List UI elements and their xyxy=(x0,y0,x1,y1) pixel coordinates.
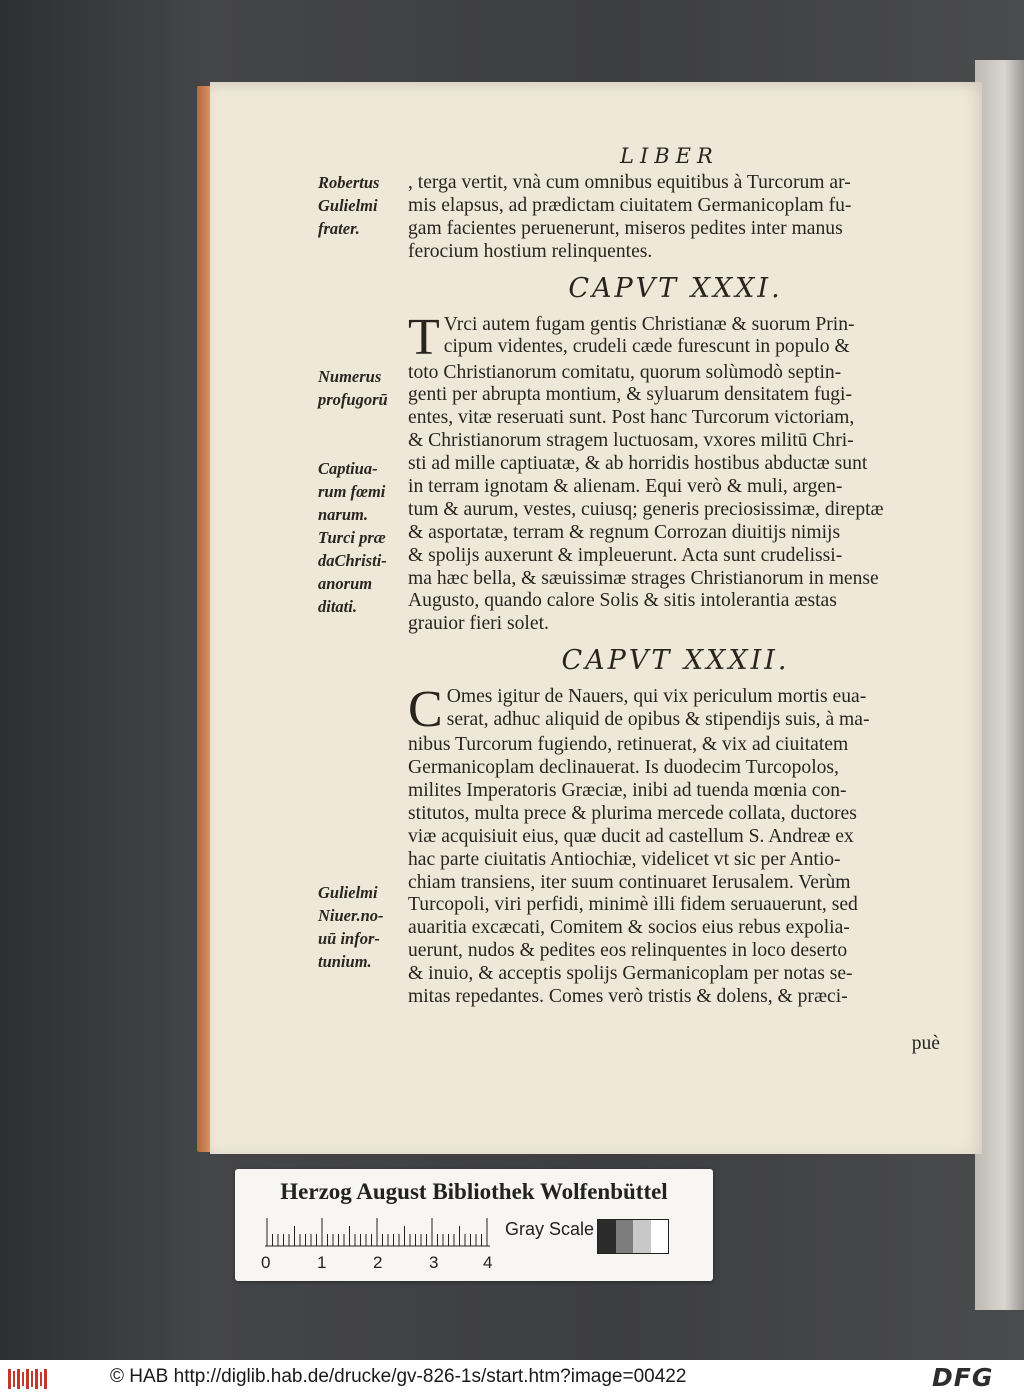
text-line: stitutos, multa prece & plurima mercede collata, ductores xyxy=(408,802,857,824)
gray-scale-swatches xyxy=(597,1219,669,1254)
text-line: Omes igitur de Nauers, qui vix periculum mortis eua- xyxy=(446,686,867,708)
gray-swatch xyxy=(616,1220,634,1253)
text-line: grauior fieri solet. xyxy=(408,613,549,635)
text-line: hac parte ciuitatis Antiochiæ, videlicet vt sic per Antio- xyxy=(408,848,841,870)
chapter-heading-31: CAPVT XXXI. xyxy=(568,272,783,304)
ruler-number: 1 xyxy=(317,1253,327,1272)
gray-swatch xyxy=(633,1220,651,1253)
facing-page-edge xyxy=(975,60,1024,1310)
text-line: Vrci autem fugam gentis Christianæ & suorum Prin- xyxy=(443,313,855,335)
text-line: Augusto, quando calore Solis & sitis intolerantia æstas xyxy=(408,590,837,612)
text-line: & Christianorum stragem luctuosam, vxores militū Chri- xyxy=(408,430,854,452)
ruler-number: 3 xyxy=(429,1253,439,1272)
text-line: viæ acquisiuit eius, quæ ducit ad castellum S. Andreæ ex xyxy=(408,825,854,847)
margin-note-robertus: Robertus Gulielmi frater. xyxy=(318,173,380,238)
text-line: toto Christianorum comitatu, quorum solùmodò septin- xyxy=(408,361,842,383)
text-line: & asportatæ, terram & regnum Corrozan diuitijs nimijs xyxy=(408,521,841,543)
text-line: sti ad mille captiuatæ, & ab horridis hostibus abductæ sunt xyxy=(408,453,868,475)
text-line: ferocium hostium relinquentes. xyxy=(408,240,653,262)
text-line: ma hæc bella, & sæuissimæ strages Christianorum in mense xyxy=(408,567,879,589)
margin-note-numerus: Numerus profugorū xyxy=(318,367,388,409)
ruler-number: 4 xyxy=(483,1253,493,1272)
text-line: mitas repedantes. Comes verò tristis & dolens, & præci- xyxy=(408,986,848,1008)
gray-swatch xyxy=(598,1220,616,1253)
text-line: mis elapsus, ad prædictam ciuitatem Germanicoplam fu- xyxy=(408,194,852,216)
ruler-numbers xyxy=(261,1253,501,1273)
text-line: Germanicoplam declinauerat. Is duodecim Turcopolos, xyxy=(408,757,839,779)
text-line: Turcopoli, viri perfidi, minimè illi fidem seruauerunt, sed xyxy=(408,894,858,916)
margin-note-turci: Turci præ daChristi- anorum ditati. xyxy=(318,528,387,616)
text-line: nibus Turcorum fugiendo, retinuerat, & vix ad ciuitatem xyxy=(408,734,849,756)
gray-swatch xyxy=(651,1220,669,1253)
chapter-heading-32: CAPVT XXXII. xyxy=(561,645,790,677)
ruler-number: 0 xyxy=(261,1253,271,1272)
library-title: Herzog August Bibliothek Wolfenbüttel xyxy=(280,1179,668,1204)
margin-note-gulielmi: Gulielmi Niuer.no- uū infor- tunium. xyxy=(318,883,384,971)
gray-scale-label: Gray Scale xyxy=(505,1219,595,1239)
ruler-scale xyxy=(265,1217,490,1247)
text-line: & spolijs auxerunt & impleuerunt. Acta sunt crudelissi- xyxy=(408,544,843,566)
text-line: & inuio, & acceptis spolijs Germanicoplam per notas se- xyxy=(408,963,853,985)
text-line: chiam transiens, iter suum continuaret Ierusalem. Verùm xyxy=(408,871,851,893)
margin-note-captiuarum: Captiua- rum fœmi narum. xyxy=(318,459,386,524)
running-title: LIBER xyxy=(620,144,719,168)
ruler-number: 2 xyxy=(373,1253,383,1272)
drop-initial: C xyxy=(408,681,443,739)
text-line: genti per abrupta montium, & syluarum densitatem fugi- xyxy=(408,384,853,406)
text-line: milites Imperatoris Græciæ, inibi ad tuenda mœnia con- xyxy=(408,780,847,802)
barcode-logo-icon xyxy=(8,1367,48,1391)
drop-initial: T xyxy=(408,308,440,366)
text-line: in terram ignotam & alienam. Equi verò & muli, argen- xyxy=(408,476,843,498)
text-line: uerunt, nudos & pedites eos relinquentes in loco deserto xyxy=(408,940,848,962)
copyright-url: © HAB http://diglib.hab.de/drucke/gv-826-1s/start.htm?image=00422 xyxy=(110,1366,687,1387)
catchword: puè xyxy=(911,1033,940,1054)
text-line: auaritia excæcati, Comitem & socios eius rebus expolia- xyxy=(408,917,850,939)
footer-bar xyxy=(0,1360,1024,1398)
text-line: entes, vitæ reseruati sunt. Post hanc Turcorum victoriam, xyxy=(408,407,855,429)
text-line: gam facientes peruenerunt, miseros pedites inter manus xyxy=(408,217,843,239)
dfg-logo: DFG xyxy=(932,1363,994,1392)
main-text xyxy=(408,172,943,1009)
book-page xyxy=(210,82,982,1154)
text-line: serat, adhuc aliquid de opibus & stipendijs suis, à ma- xyxy=(446,709,870,731)
library-scale-card xyxy=(235,1169,713,1281)
text-line: , terga vertit, vnà cum omnibus equitibus à Turcorum ar- xyxy=(408,172,851,193)
text-line: cipum videntes, crudeli cæde furescunt in populo & xyxy=(443,336,850,358)
text-line: tum & aurum, vestes, cuiusq; generis preciosissimæ, direptæ xyxy=(408,498,884,520)
